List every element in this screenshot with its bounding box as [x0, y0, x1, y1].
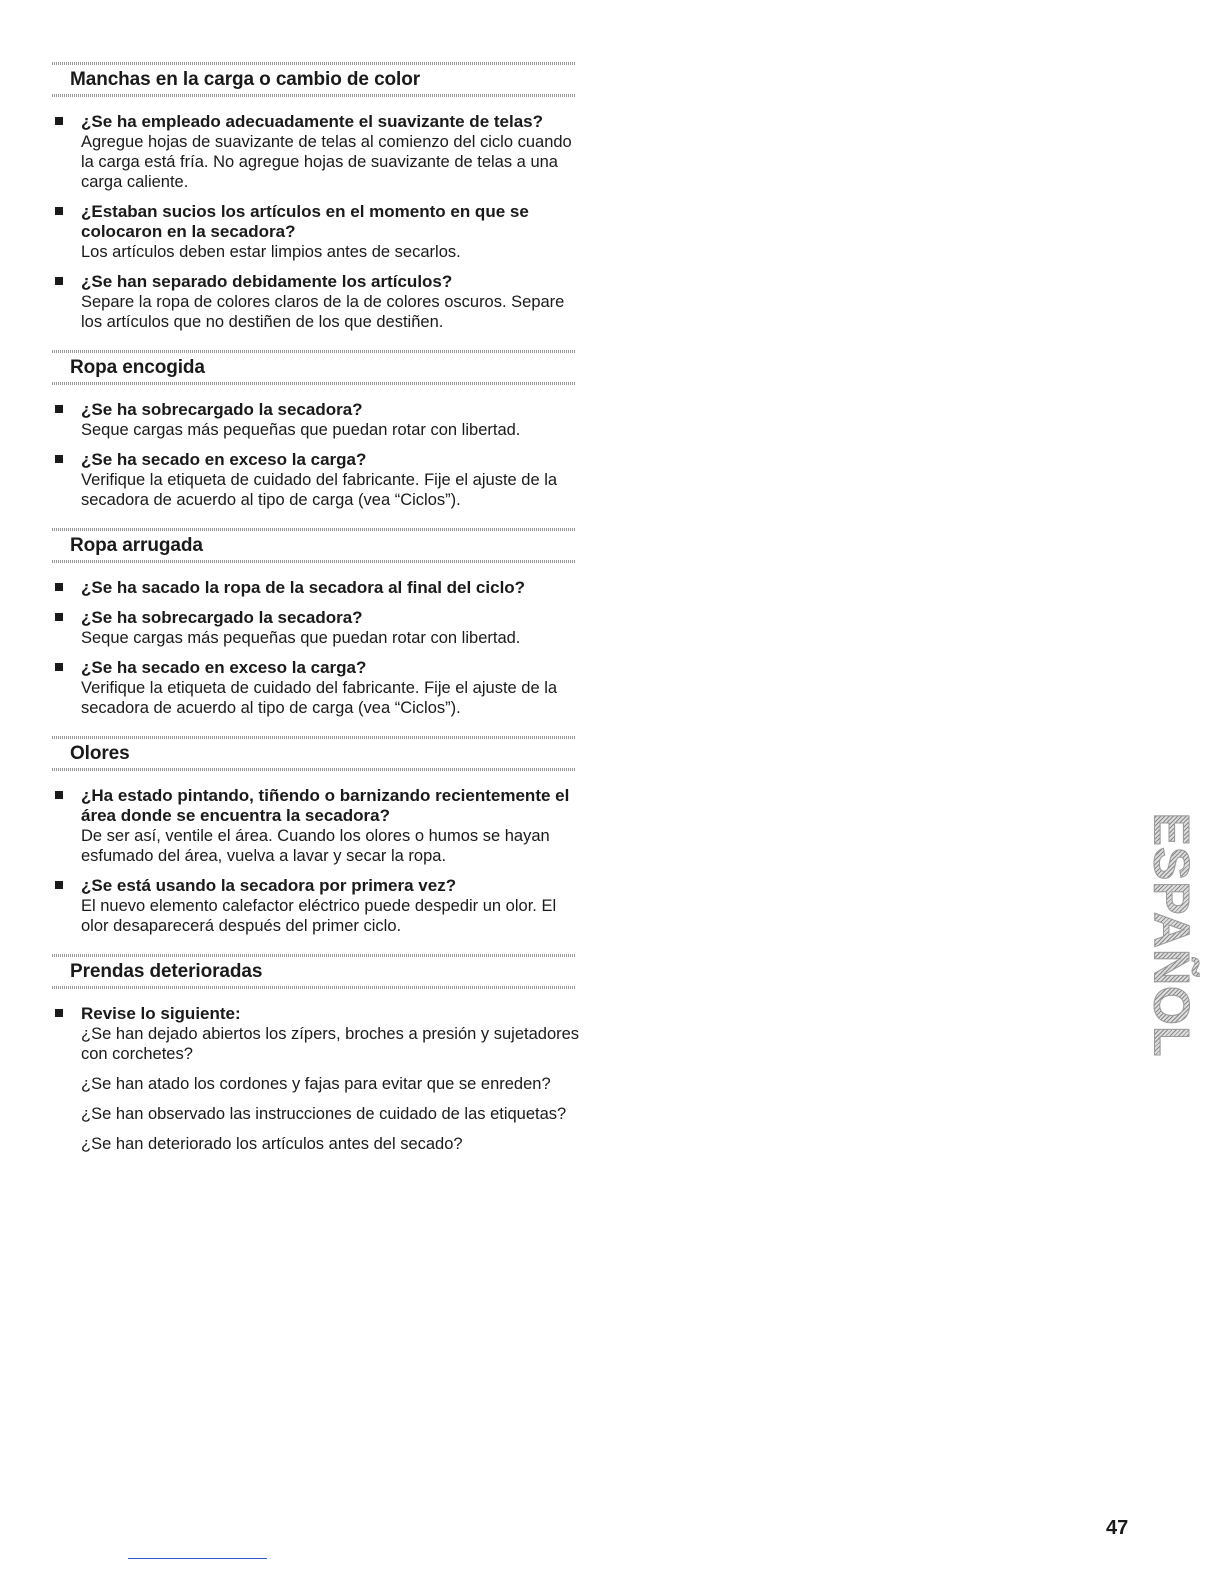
question: ¿Ha estado pintando, tiñendo o barnizando recientemente el área donde se encuentra la secadora? [81, 786, 570, 825]
bullet-icon [55, 117, 63, 125]
footer-divider [128, 1558, 267, 1559]
bullet-icon [55, 1009, 63, 1017]
question: ¿Se ha empleado adecuadamente el suavizante de telas? [81, 112, 544, 131]
section-title: Ropa encogida [70, 357, 205, 378]
section-odors [50, 736, 580, 954]
bullet-icon [55, 583, 63, 591]
question: ¿Se han separado debidamente los artículos? [81, 272, 453, 291]
section-shrunk-clothes [50, 350, 580, 528]
bullet-icon [55, 881, 63, 889]
bullet-icon [55, 207, 63, 215]
section-rule-top [52, 736, 576, 739]
section-stains [50, 62, 580, 350]
list-item [50, 608, 580, 648]
bullet-icon [55, 405, 63, 413]
question: ¿Se ha secado en exceso la carga? [81, 450, 367, 469]
bullet-icon [55, 455, 63, 463]
question: ¿Se ha sobrecargado la secadora? [81, 400, 363, 419]
answer: Verifique la etiqueta de cuidado del fabricante. Fije el ajuste de la secadora de acuerdo al tipo de carga (vea “Ciclos”). [81, 679, 558, 717]
section-rule-top [52, 954, 576, 957]
answer: ¿Se han dejado abiertos los zípers, broches a presión y sujetadores con corchetes? [81, 1025, 580, 1063]
section-rule-top [52, 62, 576, 65]
list-item [50, 400, 580, 440]
question: ¿Se está usando la secadora por primera vez? [81, 876, 457, 895]
bullet-icon [55, 613, 63, 621]
troubleshooting-column [50, 62, 580, 1172]
question: ¿Estaban sucios los artículos en el momento en que se colocaron en la secadora? [81, 202, 529, 241]
answer-extra: ¿Se han observado las instrucciones de cuidado de las etiquetas? [81, 1105, 567, 1123]
bullet-icon [55, 663, 63, 671]
section-title: Prendas deterioradas [70, 961, 263, 982]
section-wrinkled-clothes [50, 528, 580, 736]
list-item [50, 450, 580, 510]
language-side-tab [1143, 810, 1199, 1060]
answer: Seque cargas más pequeñas que puedan rotar con libertad. [81, 421, 521, 439]
answer: Separe la ropa de colores claros de la de colores oscuros. Separe los artículos que no destiñen de los que destiñen. [81, 293, 565, 331]
list-item [50, 202, 580, 262]
section-title: Manchas en la carga o cambio de color [70, 69, 421, 90]
list-item [50, 1004, 580, 1154]
list-item [50, 658, 580, 718]
answer: Verifique la etiqueta de cuidado del fabricante. Fije el ajuste de la secadora de acuerdo al tipo de carga (vea “Ciclos”). [81, 471, 558, 509]
section-damaged-garments [50, 954, 580, 1172]
language-label: ESPAÑOL [1143, 812, 1199, 1058]
section-title: Ropa arrugada [70, 535, 203, 556]
answer: Los artículos deben estar limpios antes de secarlos. [81, 243, 461, 261]
question: ¿Se ha secado en exceso la carga? [81, 658, 367, 677]
answer-extra: ¿Se han deteriorado los artículos antes del secado? [81, 1135, 463, 1153]
answer: El nuevo elemento calefactor eléctrico puede despedir un olor. El olor desaparecerá después del primer ciclo. [81, 897, 557, 935]
list-item [50, 272, 580, 332]
list-item [50, 876, 580, 936]
list-item [50, 786, 580, 866]
answer: Agregue hojas de suavizante de telas al comienzo del ciclo cuando la carga está fría. No agregue hojas de suavizante de telas a una carga caliente. [81, 133, 572, 191]
answer-extra: ¿Se han atado los cordones y fajas para evitar que se enreden? [81, 1075, 551, 1093]
answer: Seque cargas más pequeñas que puedan rotar con libertad. [81, 629, 521, 647]
bullet-icon [55, 791, 63, 799]
bullet-icon [55, 277, 63, 285]
page-number: 47 [1106, 1517, 1129, 1539]
section-rule-top [52, 528, 576, 531]
question: ¿Se ha sobrecargado la secadora? [81, 608, 363, 627]
section-title: Olores [70, 743, 130, 764]
answer: De ser así, ventile el área. Cuando los olores o humos se hayan esfumado del área, vuelva a lavar y secar la ropa. [81, 827, 550, 865]
section-rule-top [52, 350, 576, 353]
question: ¿Se ha sacado la ropa de la secadora al final del ciclo? [81, 578, 526, 597]
list-item [50, 112, 580, 192]
list-item [50, 578, 580, 598]
question: Revise lo siguiente: [81, 1004, 241, 1023]
